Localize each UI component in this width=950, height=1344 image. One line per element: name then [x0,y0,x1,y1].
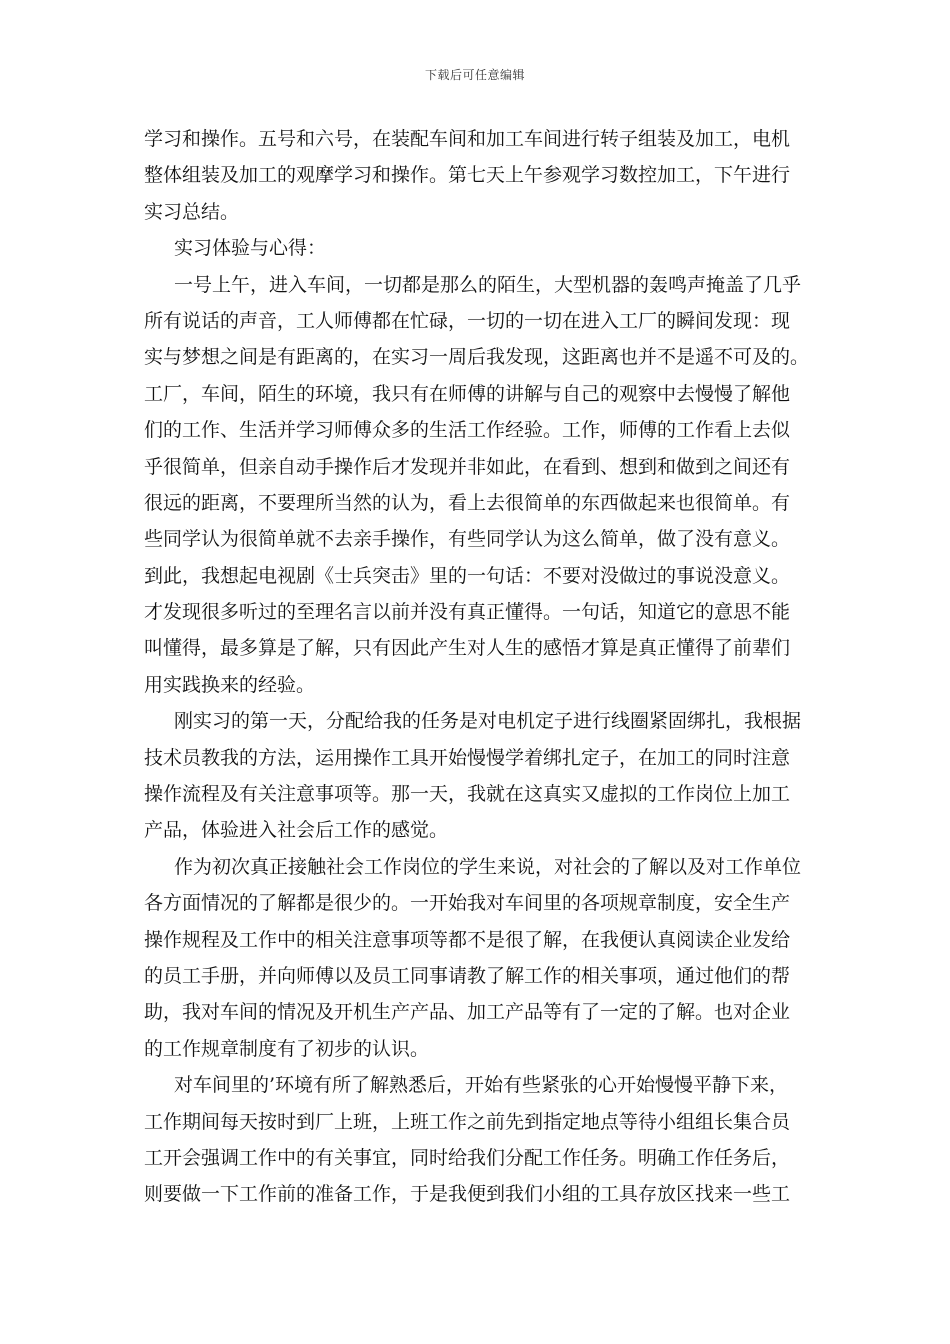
text-line: 技术员教我的方法，运用操作工具开始慢慢学着绑扎定子，在加工的同时注意 [144,746,791,769]
text-line: 用实践换来的经验。 [144,673,316,696]
text-line: 作为初次真正接触社会工作岗位的学生来说，对社会的了解以及对工作单位 [174,855,802,878]
text-line: 对车间里的’环境有所了解熟悉后，开始有些紧张的心开始慢慢平静下来， [174,1074,789,1097]
text-line: 的员工手册，并向师傅以及员工同事请教了解工作的相关事项，通过他们的帮 [144,964,791,987]
text-line: 整体组装及加工的观摩学习和操作。第七天上午参观学习数控加工，下午进行 [144,164,791,187]
text-line: 产品，体验进入社会后工作的感觉。 [144,819,449,842]
document-body [144,121,810,1213]
text-line: 们的工作、生活并学习师傅众多的生活工作经验。工作，师傅的工作看上去似 [144,419,791,442]
text-line: 的工作规章制度有了初步的认识。 [144,1037,430,1060]
text-line: 则要做一下工作前的准备工作，于是我便到我们小组的工具存放区找来一些工 [144,1183,791,1206]
text-line: 实习总结。 [144,200,240,223]
text-line: 到此，我想起电视剧《士兵突击》里的一句话：不要对没做过的事说没意义。 [144,564,791,587]
text-line: 实习体验与心得： [174,237,327,260]
page-header: 下载后可任意编辑 [424,68,525,82]
text-line: 操作流程及有关注意事项等。那一天，我就在这真实又虚拟的工作岗位上加工 [144,783,791,806]
text-line: 实与梦想之间是有距离的，在实习一周后我发现，这距离也并不是遥不可及的。 [144,346,810,369]
text-line: 工作期间每天按时到厂上班，上班工作之前先到指定地点等待小组组长集合员 [144,1110,791,1133]
text-line: 叫懂得，最多算是了解，只有因此产生对人生的感悟才算是真正懂得了前辈们 [144,637,791,660]
text-line: 工厂，车间，陌生的环境，我只有在师傅的讲解与自己的观察中去慢慢了解他 [144,382,791,405]
text-line: 一号上午，进入车间，一切都是那么的陌生，大型机器的轰鸣声掩盖了几乎 [174,273,802,296]
text-line: 所有说话的声音，工人师傅都在忙碌，一切的一切在进入工厂的瞬间发现：现 [144,309,791,332]
text-line: 操作规程及工作中的相关注意事项等都不是很了解，在我便认真阅读企业发给 [144,928,791,951]
text-line: 些同学认为很简单就不去亲手操作，有些同学认为这么简单，做了没有意义。 [144,528,791,551]
text-line: 工开会强调工作中的有关事宜，同时给我们分配工作任务。明确工作任务后， [144,1146,791,1169]
text-line: 助，我对车间的情况及开机生产产品、加工产品等有了一定的了解。也对企业 [144,1001,791,1024]
text-line: 各方面情况的了解都是很少的。一开始我对车间里的各项规章制度，安全生产 [144,892,791,915]
text-line: 很远的距离，不要理所当然的认为，看上去很简单的东西做起来也很简单。有 [144,491,791,514]
text-line: 乎很简单，但亲自动手操作后才发现并非如此，在看到、想到和做到之间还有 [144,455,791,478]
text-line: 才发现很多听过的至理名言以前并没有真正懂得。一句话，知道它的意思不能 [144,601,791,624]
text-line: 刚实习的第一天，分配给我的任务是对电机定子进行线圈紧固绑扎，我根据 [174,710,802,733]
text-line: 学习和操作。五号和六号，在装配车间和加工车间进行转子组装及加工，电机 [144,128,791,150]
